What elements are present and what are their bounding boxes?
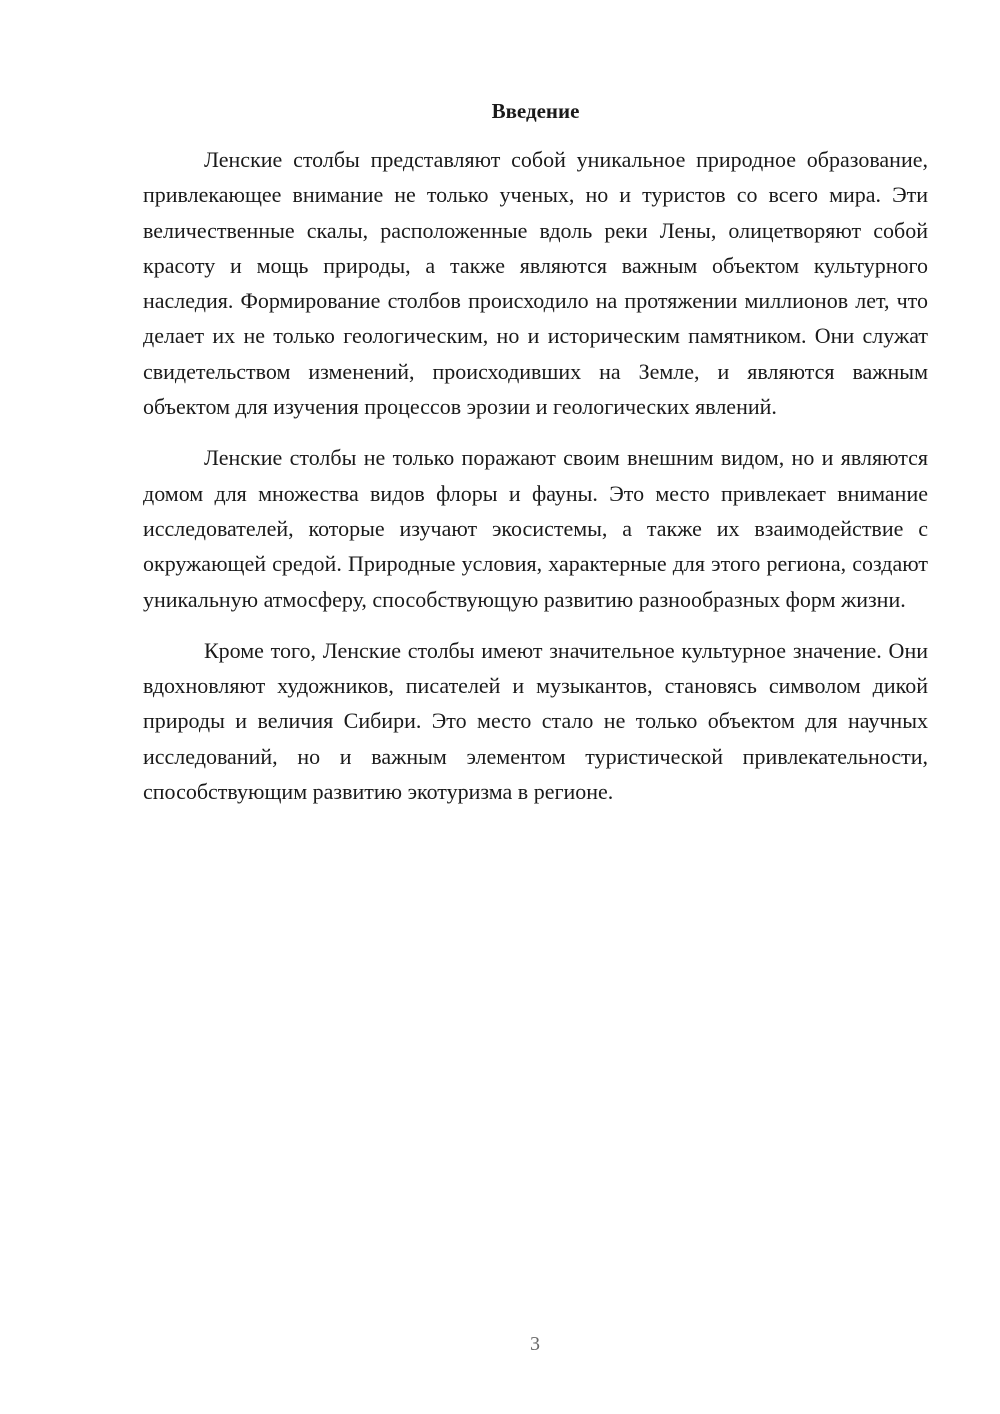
page-title: Введение bbox=[491, 99, 580, 123]
paragraph-3: Кроме того, Ленские столбы имеют значительное культурное значение. Они вдохновляют художников, писателей и музыкантов, становясь символом дикой природы и величия Сибири. Это место стало не только объектом для научных исследований, но и важным элементом туристической привлекательности, способствующим развитию экотуризма в регионе. bbox=[143, 637, 928, 805]
paragraph-2: Ленские столбы не только поражают своим внешним видом, но и являются домом для множества видов флоры и фауны. Это место привлекает внимание исследователей, которые изучают экосистемы, а также их взаимодействие с окружающей средой. Природные условия, характерные для этого региона, создают уникальную атмосферу, способствующую развитию разнообразных форм жизни. bbox=[143, 445, 928, 612]
page-number: 3 bbox=[530, 1333, 540, 1355]
paragraph-1: Ленские столбы представляют собой уникальное природное образование, привлекающее внимание не только ученых, но и туристов со всего мира. Эти величественные скалы, расположенные вдоль реки Лены, олицетворяют собой красоту и мощь природы, а также являются важным объектом культурного наследия. Формирование столбов происходило на протяжении миллионов лет, что делает их не только геологическим, но и историческим памятником. Они служат свидетельством изменений, происходивших на Земле, и являются важным объектом для изучения процессов эрозии и геологических явлений. bbox=[143, 147, 928, 420]
document-body bbox=[143, 142, 928, 825]
